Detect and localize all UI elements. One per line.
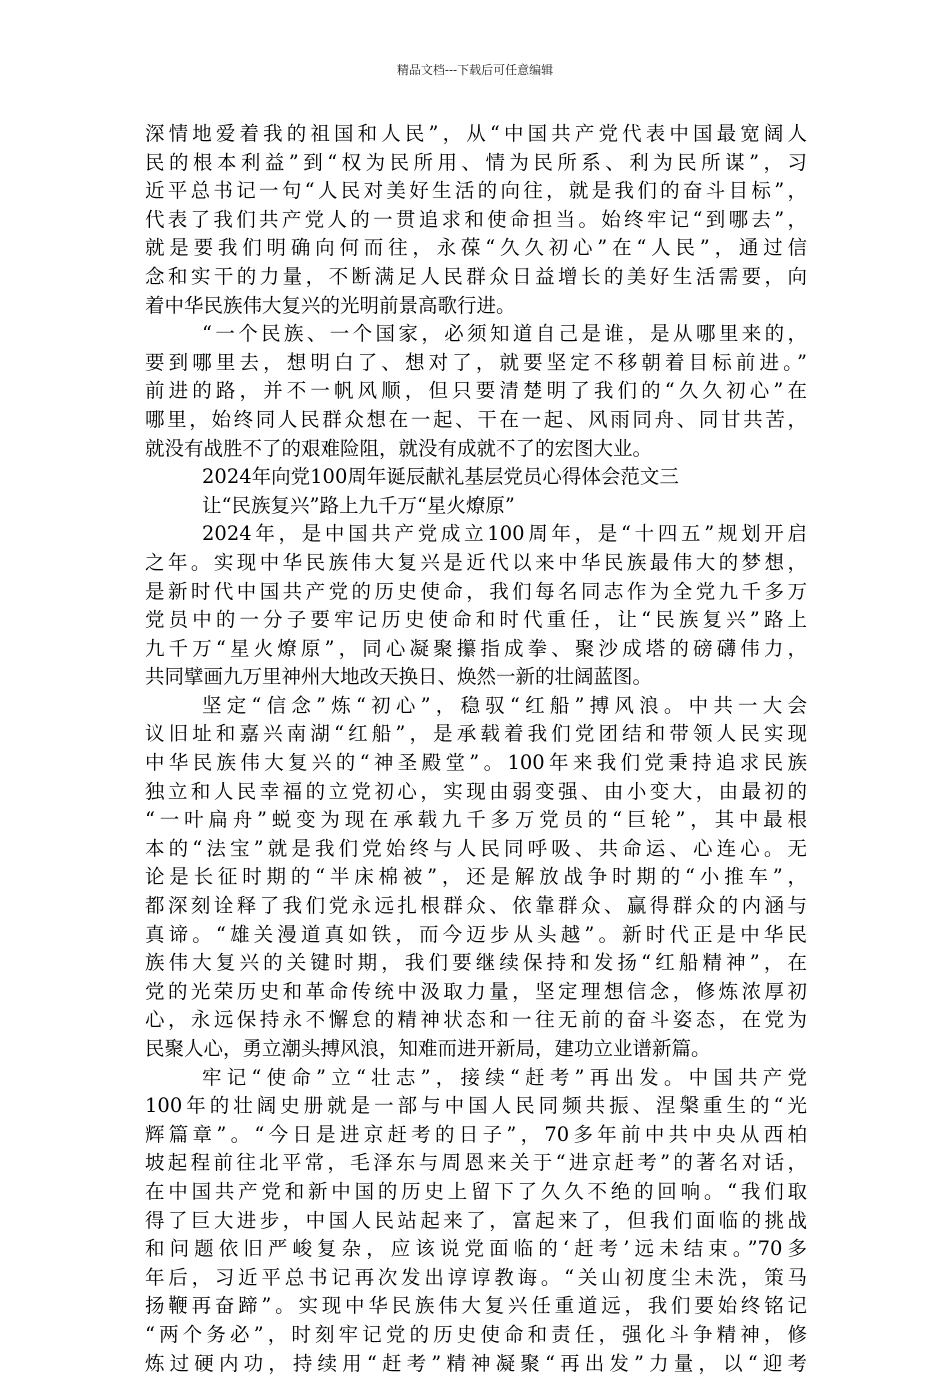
text-line: 在中国共产党和新中国的历史上留下了久久不绝的回响。“我们取 xyxy=(145,1179,807,1203)
document-body xyxy=(145,120,807,1378)
text-line: 得了巨大进步，中国人民站起来了，富起来了，但我们面临的挑战 xyxy=(145,1208,807,1232)
text-line: 深情地爱着我的祖国和人民”，从“中国共产党代表中国最宽阔人 xyxy=(145,122,807,145)
text-line: “一个民族、一个国家，必须知道自己是谁，是从哪里来的， xyxy=(202,322,807,346)
text-line: 代表了我们共产党人的一贯追求和使命担当。始终牢记“到哪去”， xyxy=(145,207,807,231)
text-line: “一叶扁舟”蜕变为现在承载九千多万党员的“巨轮”，其中最根 xyxy=(145,808,807,832)
text-line: “两个务必”，时刻牢记党的历史使命和责任，强化斗争精神，修 xyxy=(145,1322,807,1346)
text-line: 炼过硬内功，持续用“赶考”精神凝聚“再出发”力量，以“迎考 xyxy=(145,1351,807,1375)
text-line: 就是要我们明确向何而往，永葆“久久初心”在“人民”，通过信 xyxy=(145,236,807,260)
text-line: 念和实干的力量，不断满足人民群众日益增长的美好生活需要，向 xyxy=(145,264,807,288)
text-line: 真谛。“雄关漫道真如铁，而今迈步从头越”。新时代正是中华民 xyxy=(145,922,807,946)
text-line: 着中华民族伟大复兴的光明前景高歌行进。 xyxy=(145,293,516,317)
text-line: 就没有战胜不了的艰难险阻，就没有成就不了的宏图大业。 xyxy=(145,436,653,460)
text-line: 哪里，始终同人民群众想在一起、干在一起、风雨同舟、同甘共苦， xyxy=(145,407,807,431)
text-line: 议旧址和嘉兴南湖“红船”，是承载着我们党团结和带领人民实现 xyxy=(145,722,807,746)
text-line: 近平总书记一句“人民对美好生活的向往，就是我们的奋斗目标”， xyxy=(145,179,807,203)
text-line: 民聚人心，勇立潮头搏风浪，知难而进开新局，建功立业谱新篇。 xyxy=(145,1037,711,1060)
heading-line: 2024年向党100周年诞辰献礼基层党员心得体会范文三 xyxy=(202,465,679,489)
text-line: 和问题依旧严峻复杂，应该说党面临的‘赶考’远未结束。”70多 xyxy=(145,1237,807,1261)
text-line: 独立和人民幸福的立党初心，实现由弱变强、由小变大，由最初的 xyxy=(145,779,807,803)
text-line: 本的“法宝”就是我们党始终与人民同呼吸、共命运、心连心。无 xyxy=(145,836,807,860)
text-line: 坡起程前往北平常，毛泽东与周恩来关于“进京赶考”的著名对话， xyxy=(145,1151,807,1175)
text-line: 九千万“星火燎原”，同心凝聚攥指成拳、聚沙成塔的磅礴伟力， xyxy=(145,636,807,660)
text-line: 是新时代中国共产党的历史使命，我们每名同志作为全党九千多万 xyxy=(145,579,807,603)
text-line: 民的根本利益”到“权为民所用、情为民所系、利为民所谋”，习 xyxy=(145,150,807,174)
text-line: 都深刻诠释了我们党永远扎根群众、依靠群众、赢得群众的内涵与 xyxy=(145,894,807,918)
text-line: 前进的路，并不一帆风顺，但只要清楚明了我们的“久久初心”在 xyxy=(145,379,807,403)
text-line: 中华民族伟大复兴的“神圣殿堂”。100年来我们党秉持追求民族 xyxy=(145,751,807,775)
text-line: 心，永远保持永不懈怠的精神状态和一往无前的奋斗姿态，在党为 xyxy=(145,1008,807,1032)
text-line: 牢记“使命”立“壮志”，接续“赶考”再出发。中国共产党 xyxy=(202,1065,807,1089)
text-line: 党员中的一分子要牢记历史使命和时代重任，让“民族复兴”路上 xyxy=(145,608,807,632)
text-line: 辉篇章”。“今日是进京赶考的日子”，70多年前中共中央从西柏 xyxy=(145,1122,807,1146)
text-line: 共同擘画九万里神州大地改天换日、焕然一新的壮阔蓝图。 xyxy=(145,665,653,689)
text-line: 之年。实现中华民族伟大复兴是近代以来中华民族最伟大的梦想， xyxy=(145,550,807,574)
text-line: 坚定“信念”炼“初心”，稳驭“红船”搏风浪。中共一大会 xyxy=(202,693,807,717)
text-line: 论是长征时期的“半床棉被”，还是解放战争时期的“小推车”， xyxy=(145,865,807,889)
text-line: 族伟大复兴的关键时期，我们要继续保持和发扬“红船精神”，在 xyxy=(145,951,807,975)
page-header: 精品文档---下载后可任意编辑 xyxy=(396,63,554,77)
text-line: 年后，习近平总书记再次发出谆谆教诲。“关山初度尘未洗，策马 xyxy=(145,1265,807,1289)
text-line: 100年的壮阔史册就是一部与中国人民同频共振、涅槃重生的“光 xyxy=(145,1094,807,1118)
heading-line: 让“民族复兴”路上九千万“星火燎原” xyxy=(202,493,515,517)
text-line: 党的光荣历史和革命传统中汲取力量，坚定理想信念，修炼浓厚初 xyxy=(145,979,807,1003)
text-line: 要到哪里去，想明白了、想对了，就要坚定不移朝着目标前进。” xyxy=(145,350,807,374)
text-line: 2024年，是中国共产党成立100周年，是“十四五”规划开启 xyxy=(202,522,807,546)
text-line: 扬鞭再奋蹄”。实现中华民族伟大复兴任重道远，我们要始终铭记 xyxy=(145,1294,807,1318)
